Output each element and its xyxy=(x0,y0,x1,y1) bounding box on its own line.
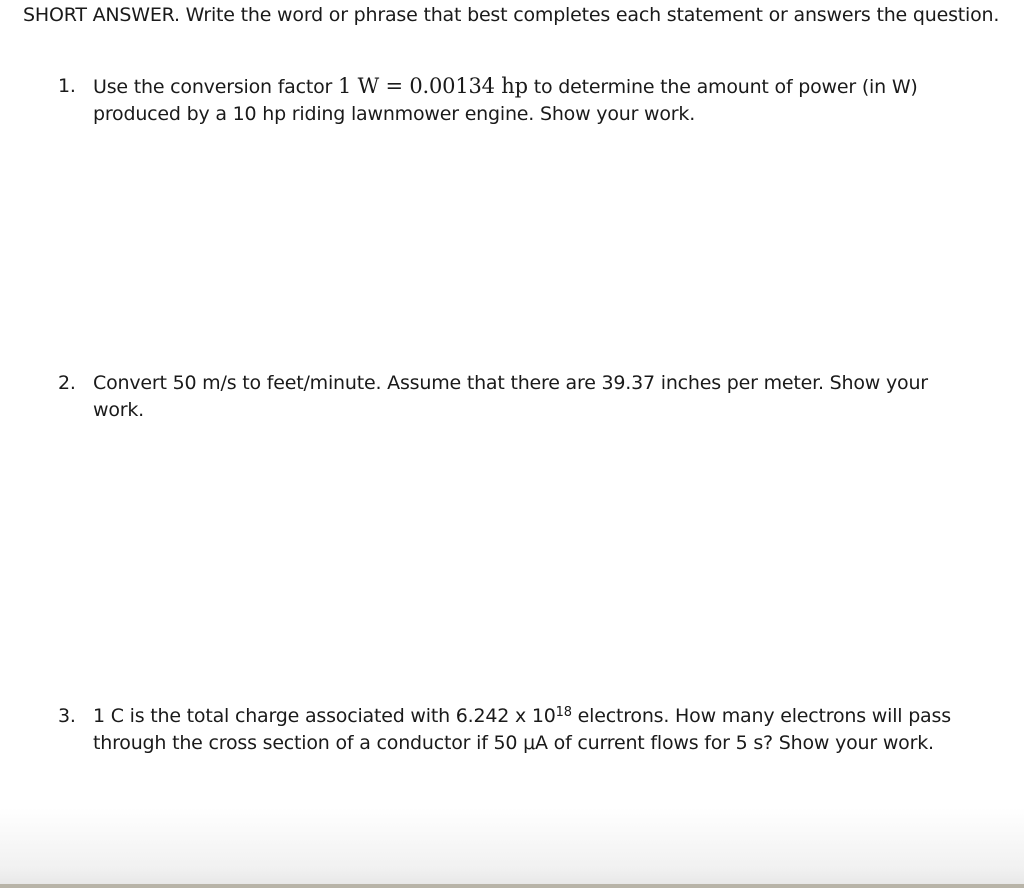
question-text-rest: to determine the amount of power (in W) produced by a 10 hp riding lawnmower engine. Show your work. xyxy=(93,76,918,125)
question-number: 2. xyxy=(58,372,76,394)
question-text xyxy=(93,73,958,128)
page-bottom-shadow xyxy=(0,808,1024,888)
exponent: 18 xyxy=(555,705,572,721)
question-text-intro: Use the conversion factor xyxy=(93,76,339,98)
page-bottom-border xyxy=(0,884,1024,888)
question-number: 3. xyxy=(58,705,76,727)
section-instructions: SHORT ANSWER. Write the word or phrase that best completes each statement or answers the question. xyxy=(23,4,1000,26)
question-text-before: 1 C is the total charge associated with 6.242 x 10 xyxy=(93,705,556,727)
question-text xyxy=(93,703,958,757)
question-text: Convert 50 m/s to feet/minute. Assume that there are 39.37 inches per meter. Show your work. xyxy=(93,372,928,421)
conversion-formula: 1 W = 0.00134 hp xyxy=(338,74,528,98)
question-number: 1. xyxy=(58,75,76,97)
question-text-after: electrons. How many electrons will pass through the cross section of a conductor if 50 μA of current flows for 5 s? Show your work. xyxy=(93,705,951,754)
